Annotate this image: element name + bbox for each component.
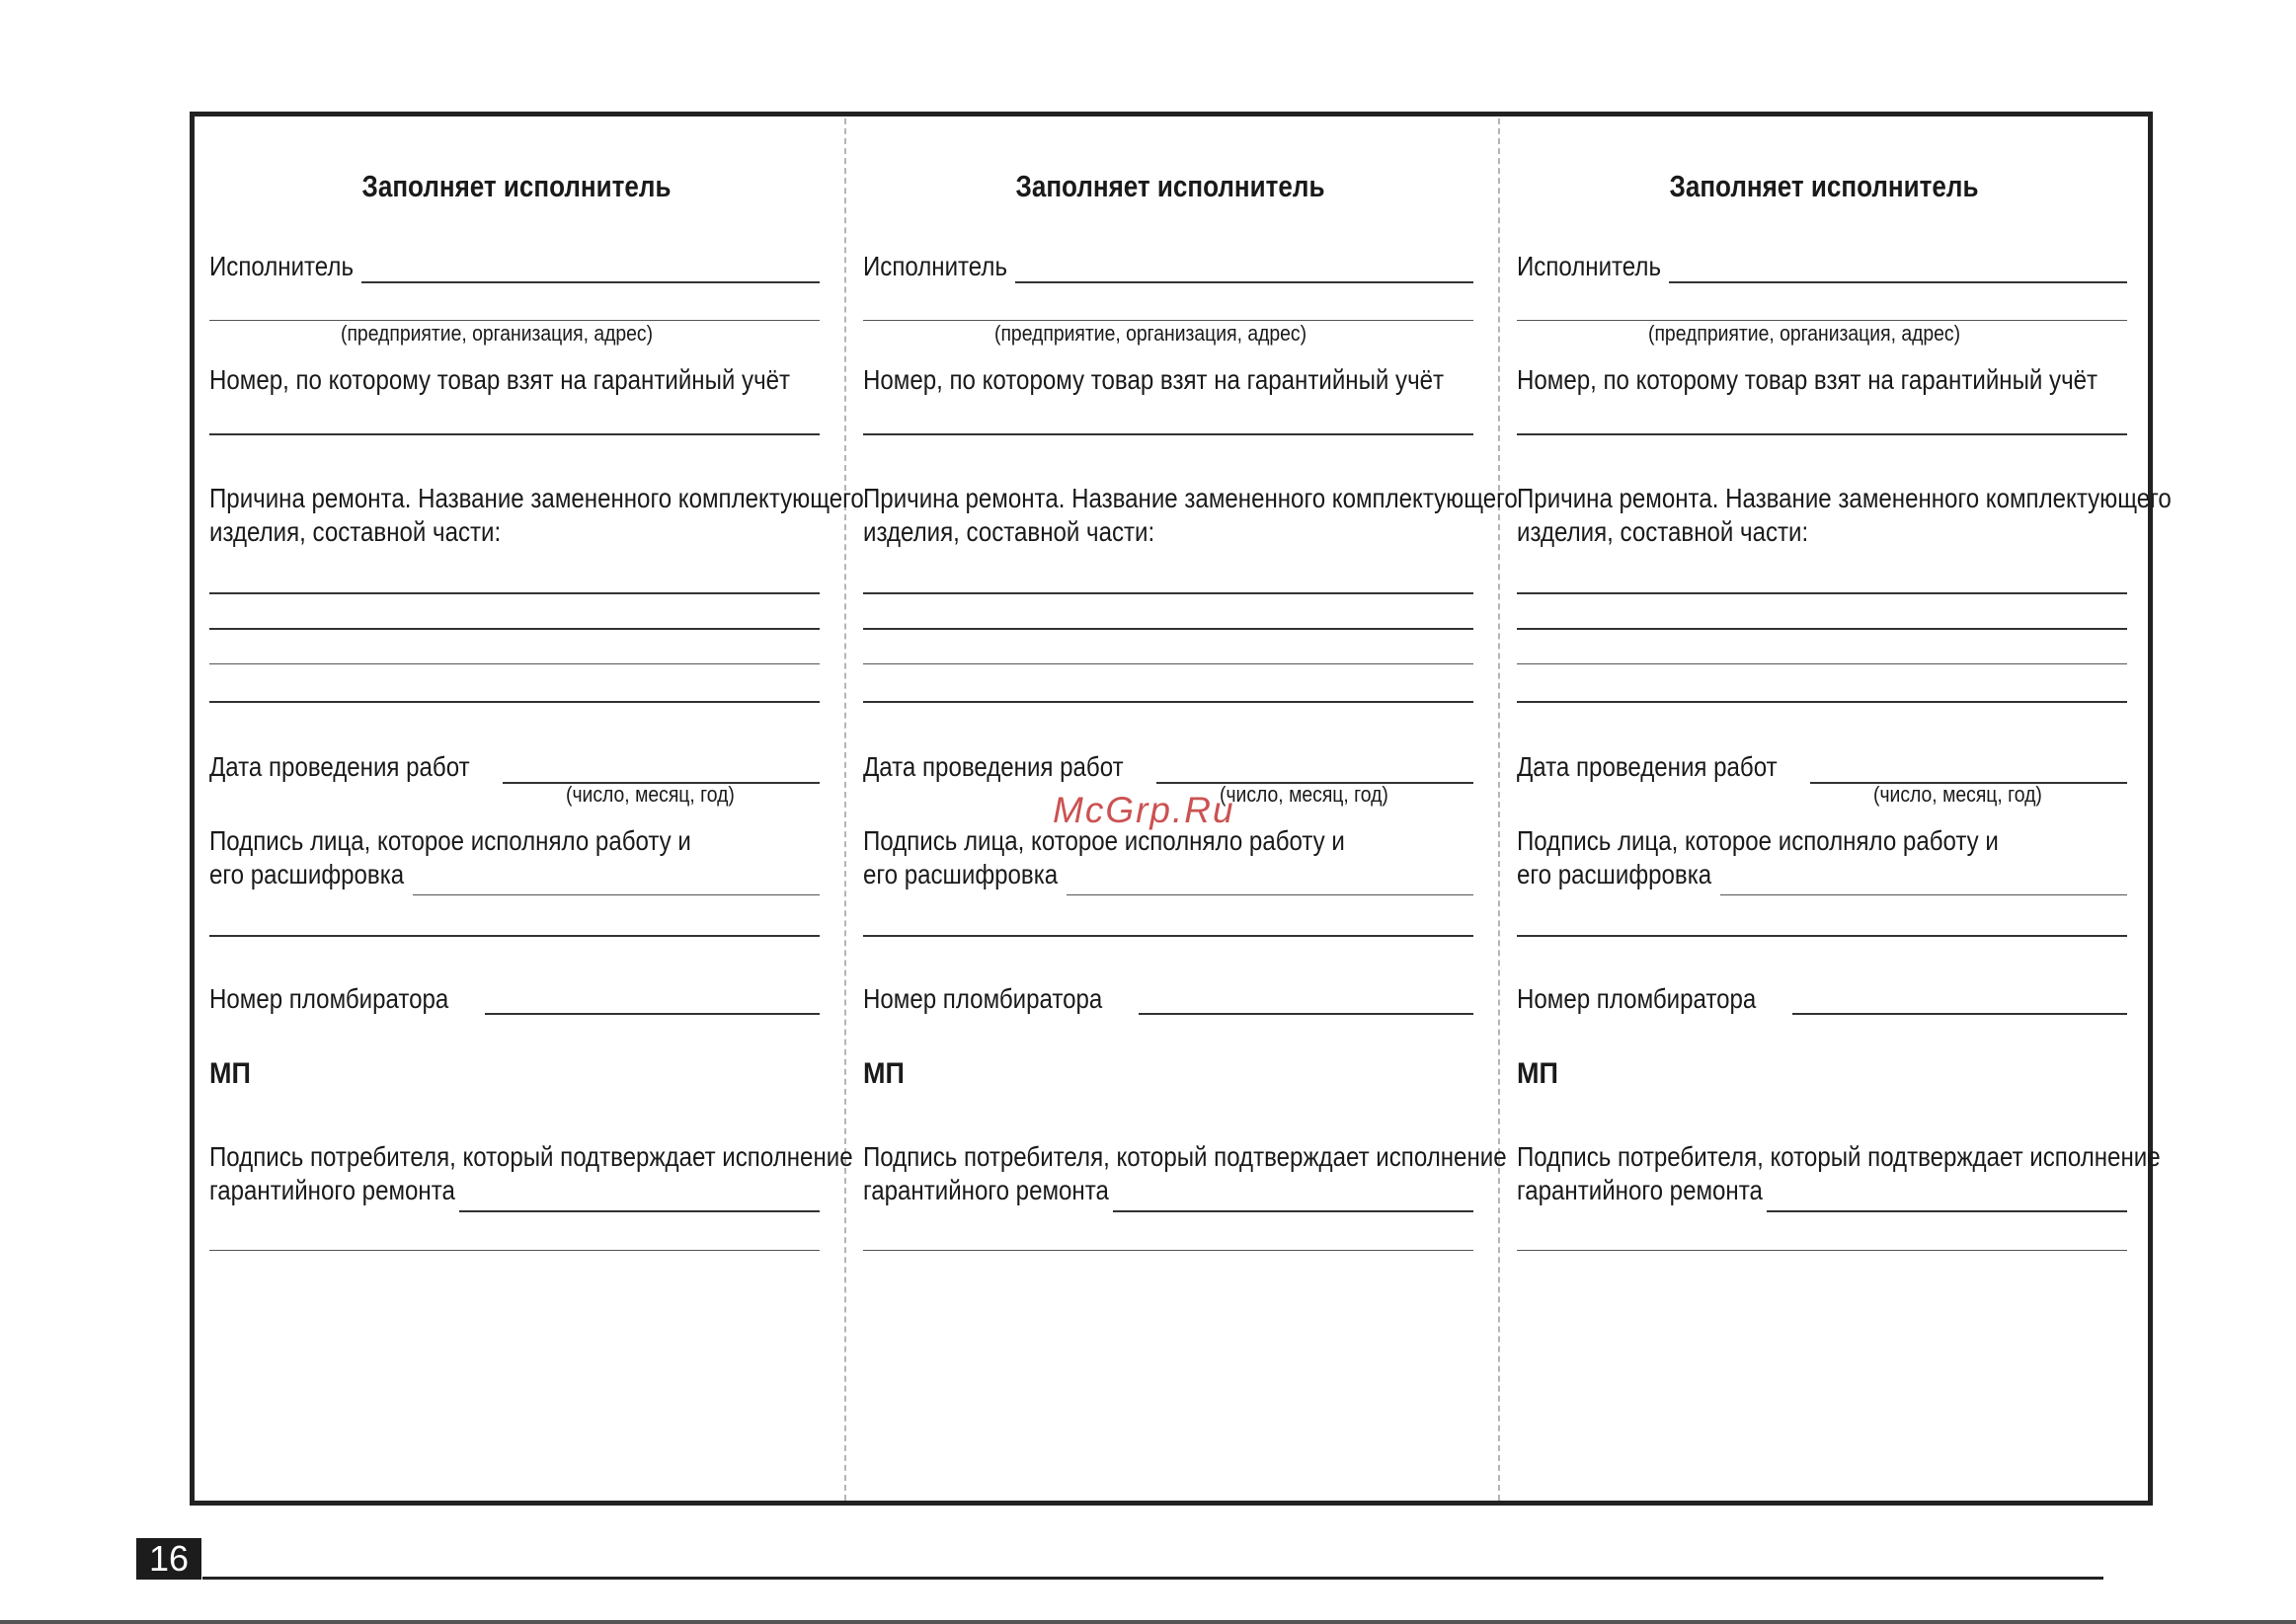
consumer-signature-label-2: гарантийного ремонта (863, 1175, 1109, 1205)
worker-signature-label: Подпись лица, которое исполняло работу и (863, 825, 1345, 856)
consumer-signature-label: Подпись потребителя, который подтверждает исполнение (209, 1141, 853, 1172)
repair-reason-field-3[interactable] (1517, 663, 2127, 664)
repair-reason-field-4[interactable] (209, 701, 820, 703)
consumer-signature-field[interactable] (1113, 1210, 1473, 1212)
repair-reason-field-1[interactable] (863, 592, 1473, 594)
consumer-signature-label: Подпись потребителя, который подтверждает исполнение (863, 1141, 1507, 1172)
repair-reason-field-3[interactable] (209, 663, 820, 664)
sealer-number-field[interactable] (485, 1013, 820, 1015)
executor-hint: (предприятие, организация, адрес) (994, 321, 1307, 346)
work-date-hint: (число, месяц, год) (1873, 782, 2042, 807)
repair-reason-label-2: изделия, составной части: (1517, 516, 1809, 547)
stamp-place-label: МП (863, 1057, 905, 1090)
repair-reason-label: Причина ремонта. Название замененного комплектующего (1517, 483, 2172, 513)
work-date-label: Дата проведения работ (209, 751, 470, 782)
sealer-number-label: Номер пломбиратора (863, 983, 1103, 1014)
worker-name-field[interactable] (209, 935, 820, 937)
consumer-signature-label-2: гарантийного ремонта (1517, 1175, 1763, 1205)
repair-reason-label-2: изделия, составной части: (863, 516, 1155, 547)
consumer-name-field[interactable] (1517, 1250, 2127, 1251)
executor-field[interactable] (1669, 281, 2127, 283)
executor-label: Исполнитель (1517, 251, 1661, 281)
coupon-title: Заполняет исполнитель (361, 169, 672, 203)
work-date-label: Дата проведения работ (863, 751, 1124, 782)
stamp-place-label: МП (1517, 1057, 1558, 1090)
repair-reason-label: Причина ремонта. Название замененного комплектующего (209, 483, 864, 513)
repair-reason-field-4[interactable] (1517, 701, 2127, 703)
repair-reason-label-2: изделия, составной части: (209, 516, 502, 547)
sealer-number-field[interactable] (1792, 1013, 2127, 1015)
coupon-title: Заполняет исполнитель (1015, 169, 1325, 203)
warranty-number-field[interactable] (209, 433, 820, 435)
consumer-signature-label: Подпись потребителя, который подтверждает исполнение (1517, 1141, 2161, 1172)
bottom-edge (0, 1620, 2296, 1624)
consumer-signature-field[interactable] (459, 1210, 820, 1212)
warranty-number-label: Номер, по которому товар взят на гарантийный учёт (1517, 364, 2098, 395)
worker-signature-label-2: его расшифровка (863, 859, 1059, 889)
repair-reason-field-2[interactable] (209, 628, 820, 630)
sealer-number-label: Номер пломбиратора (209, 983, 449, 1014)
work-date-hint: (число, месяц, год) (1220, 782, 1388, 807)
executor-field[interactable] (1015, 281, 1473, 283)
worker-signature-field[interactable] (1067, 894, 1473, 895)
work-date-hint: (число, месяц, год) (566, 782, 735, 807)
executor-hint: (предприятие, организация, адрес) (341, 321, 654, 346)
consumer-name-field[interactable] (209, 1250, 820, 1251)
executor-field[interactable] (361, 281, 820, 283)
worker-signature-label-2: его расшифровка (209, 859, 405, 889)
repair-reason-field-4[interactable] (863, 701, 1473, 703)
worker-signature-field[interactable] (413, 894, 820, 895)
warranty-number-field[interactable] (1517, 433, 2127, 435)
repair-reason-field-2[interactable] (863, 628, 1473, 630)
executor-label: Исполнитель (209, 251, 354, 281)
warranty-number-field[interactable] (863, 433, 1473, 435)
worker-name-field[interactable] (1517, 935, 2127, 937)
stamp-place-label: МП (209, 1057, 251, 1090)
consumer-name-field[interactable] (863, 1250, 1473, 1251)
repair-reason-field-1[interactable] (1517, 592, 2127, 594)
coupon-1 (190, 112, 864, 1506)
worker-signature-label: Подпись лица, которое исполняло работу и (209, 825, 691, 856)
executor-label: Исполнитель (863, 251, 1007, 281)
repair-reason-field-3[interactable] (863, 663, 1473, 664)
worker-name-field[interactable] (863, 935, 1473, 937)
page-number: 16 (136, 1538, 201, 1580)
consumer-signature-field[interactable] (1767, 1210, 2127, 1212)
consumer-signature-label-2: гарантийного ремонта (209, 1175, 455, 1205)
repair-reason-field-1[interactable] (209, 592, 820, 594)
coupon-3 (1497, 112, 2172, 1506)
sealer-number-field[interactable] (1139, 1013, 1473, 1015)
coupon-title: Заполняет исполнитель (1669, 169, 1979, 203)
repair-reason-label: Причина ремонта. Название замененного комплектующего (863, 483, 1518, 513)
sealer-number-label: Номер пломбиратора (1517, 983, 1757, 1014)
work-date-label: Дата проведения работ (1517, 751, 1778, 782)
watermark: McGrp.Ru (1053, 790, 1235, 830)
worker-signature-label-2: его расшифровка (1517, 859, 1712, 889)
footer-rule (202, 1577, 2103, 1580)
warranty-number-label: Номер, по которому товар взят на гарантийный учёт (863, 364, 1445, 395)
warranty-number-label: Номер, по которому товар взят на гарантийный учёт (209, 364, 791, 395)
worker-signature-field[interactable] (1720, 894, 2127, 895)
worker-signature-label: Подпись лица, которое исполняло работу и (1517, 825, 1999, 856)
repair-reason-field-2[interactable] (1517, 628, 2127, 630)
executor-hint: (предприятие, организация, адрес) (1648, 321, 1961, 346)
